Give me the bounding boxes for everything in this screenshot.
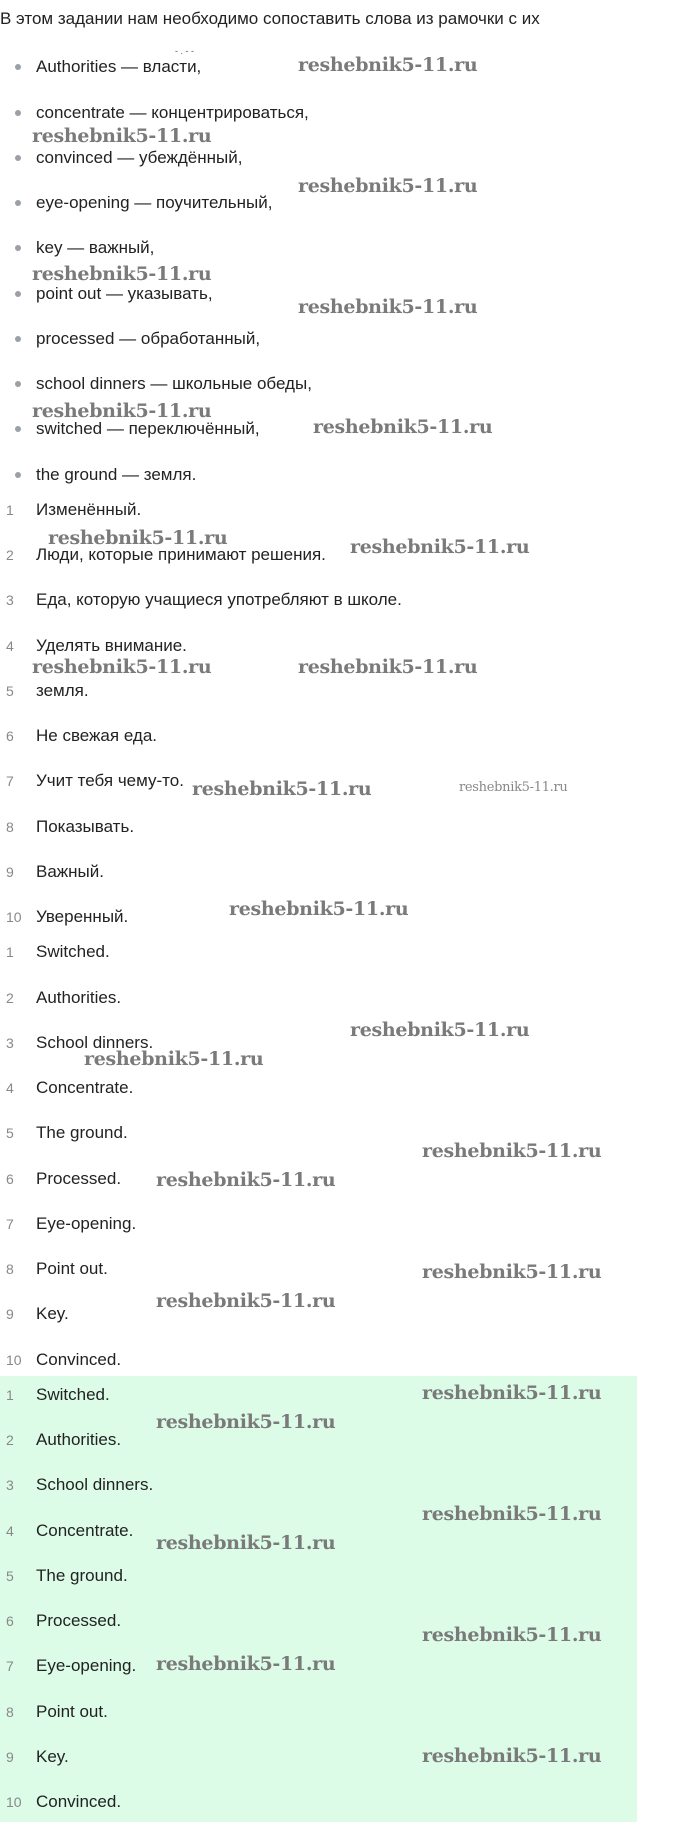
vocab-item: processed — обработанный, [0, 326, 260, 352]
watermark: reshebnik5-11.ru [32, 125, 212, 147]
watermark: reshebnik5-11.ru [350, 1019, 530, 1041]
watermark: reshebnik5-11.ru [192, 778, 372, 800]
answer-item: 9 Key. [6, 1304, 69, 1323]
answer-item: 3 School dinners. [6, 1033, 154, 1052]
definition-item: 9 Важный. [6, 862, 104, 881]
vocab-item: convinced — убеждённый, [0, 145, 242, 171]
final-answer-item: 2 Authorities. [6, 1430, 122, 1449]
final-answer-item: 8 Point out. [6, 1702, 108, 1721]
vocab-item: point out — указывать, [0, 281, 213, 307]
definition-item: 10 Уверенный. [6, 907, 129, 926]
vocab-item: concentrate — концентрироваться, [0, 100, 309, 126]
definition-item: 6 Не свежая еда. [6, 726, 157, 745]
answer-item: 7 Eye-opening. [6, 1214, 137, 1233]
bullet-icon [15, 245, 21, 251]
watermark: reshebnik5-11.ru [350, 536, 530, 558]
answer-item: 8 Point out. [6, 1259, 108, 1278]
final-answer-item: 4 Concentrate. [6, 1521, 134, 1540]
watermark: reshebnik5-11.ru [422, 1261, 602, 1283]
watermark: reshebnik5-11.ru [422, 1503, 602, 1525]
watermark: reshebnik5-11.ru [84, 1048, 264, 1070]
answer-item: 5 The ground. [6, 1123, 128, 1142]
watermark: reshebnik5-11.ru [156, 1653, 336, 1675]
final-answer-item: 1 Switched. [6, 1385, 110, 1404]
bullet-icon [15, 110, 21, 116]
definition-item: 2 Люди, которые принимают решения. [6, 545, 326, 564]
answer-item: 2 Authorities. [6, 988, 122, 1007]
watermark: reshebnik5-11.ru [298, 656, 478, 678]
final-answer-item: 3 School dinners. [6, 1475, 154, 1494]
definition-item: 3 Еда, которую учащиеся употребляют в школе. [6, 590, 402, 609]
watermark: reshebnik5-11.ru [422, 1382, 602, 1404]
bullet-icon [15, 472, 21, 478]
answer-item: 1 Switched. [6, 942, 110, 961]
bullet-icon [15, 381, 21, 387]
watermark: reshebnik5-11.ru [229, 898, 409, 920]
definition-item: 5 земля. [6, 681, 89, 700]
final-answer-item: 6 Processed. [6, 1611, 122, 1630]
watermark: reshebnik5-11.ru [298, 175, 478, 197]
watermark: reshebnik5-11.ru [298, 54, 478, 76]
vocab-item: school dinners — школьные обеды, [0, 371, 312, 397]
vocab-item: the ground — земля. [0, 462, 196, 488]
bullet-icon [15, 155, 21, 161]
definition-item: 1 Изменённый. [6, 500, 142, 519]
vocab-item: eye-opening — поучительный, [0, 190, 272, 216]
bullet-icon [15, 200, 21, 206]
watermark: reshebnik5-11.ru [48, 527, 228, 549]
final-answer-item: 7 Eye-opening. [6, 1656, 137, 1675]
watermark: reshebnik5-11.ru [32, 656, 212, 678]
watermark: reshebnik5-11.ru [313, 416, 493, 438]
watermark: reshebnik5-11.ru [156, 1169, 336, 1191]
watermark: reshebnik5-11.ru [156, 1532, 336, 1554]
final-answer-item: 5 The ground. [6, 1566, 128, 1585]
watermark: reshebnik5-11.ru [459, 780, 568, 795]
vocab-item: Authorities — власти, [0, 54, 201, 80]
watermark: reshebnik5-11.ru [422, 1745, 602, 1767]
watermark: reshebnik5-11.ru [422, 1624, 602, 1646]
watermark: reshebnik5-11.ru [32, 400, 212, 422]
bullet-icon [15, 426, 21, 432]
final-answer-item: 10 Convinced. [6, 1792, 122, 1811]
vocab-item: key — важный, [0, 235, 154, 261]
final-answer-item: 9 Key. [6, 1747, 69, 1766]
intro-cut-fragment: - . - - [175, 46, 194, 56]
bullet-icon [15, 291, 21, 297]
bullet-icon [15, 336, 21, 342]
watermark: reshebnik5-11.ru [156, 1411, 336, 1433]
answer-item: 10 Convinced. [6, 1350, 122, 1369]
bullet-icon [15, 64, 21, 70]
task-intro: В этом задании нам необходимо сопоставить слова из рамочки с их [0, 9, 540, 28]
watermark: reshebnik5-11.ru [298, 296, 478, 318]
watermark: reshebnik5-11.ru [422, 1140, 602, 1162]
answer-item: 4 Concentrate. [6, 1078, 134, 1097]
definition-item: 7 Учит тебя чему-то. [6, 771, 184, 790]
answer-item: 6 Processed. [6, 1169, 122, 1188]
definition-item: 8 Показывать. [6, 817, 135, 836]
watermark: reshebnik5-11.ru [32, 263, 212, 285]
vocab-item: switched — переключённый, [0, 416, 260, 442]
watermark: reshebnik5-11.ru [156, 1290, 336, 1312]
definition-item: 4 Уделять внимание. [6, 636, 187, 655]
